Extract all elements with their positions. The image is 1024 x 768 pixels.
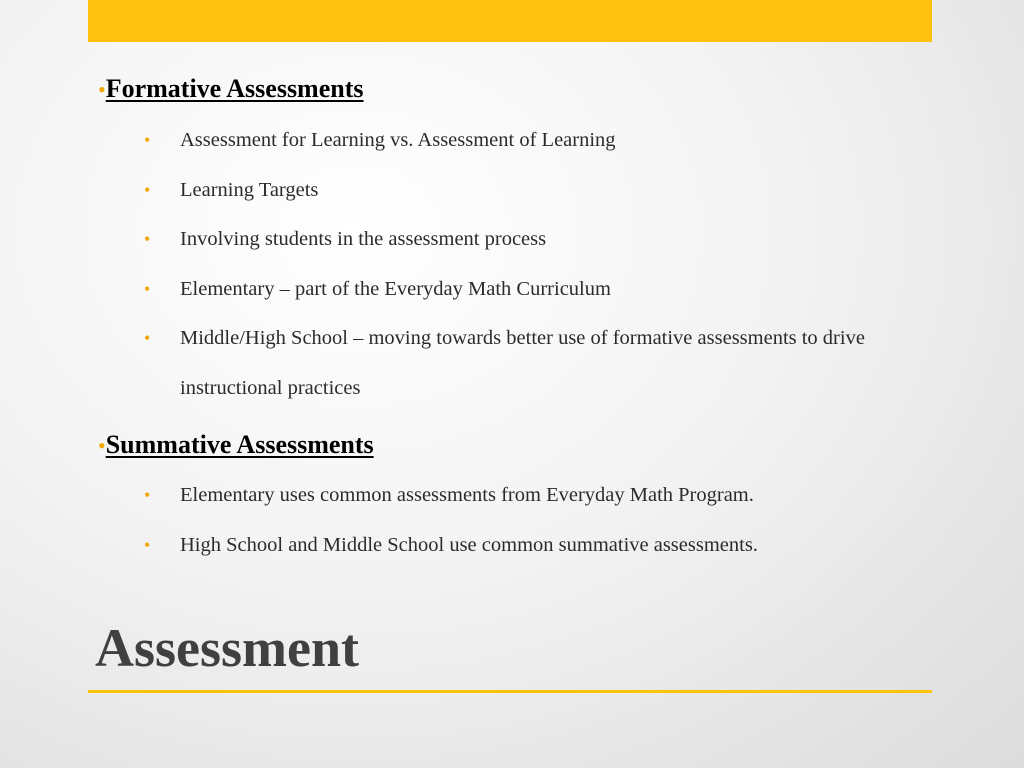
bullet-icon: • (144, 229, 151, 249)
formative-list (98, 116, 918, 413)
slide-title: Assessment (95, 618, 359, 678)
list-item: • Involving students in the assessment process (98, 215, 918, 265)
summative-list (98, 471, 918, 570)
list-item: • Learning Targets (98, 166, 918, 216)
bullet-icon: • (144, 328, 151, 348)
bullet-icon: • (98, 77, 106, 102)
bullet-icon: • (144, 130, 151, 150)
title-underline-rule (88, 690, 932, 693)
bullet-icon: • (144, 278, 151, 299)
bullet-icon: • (144, 534, 151, 555)
list-item: • Elementary uses common assessments from Everyday Math Program. (98, 471, 918, 521)
top-accent-bar (88, 0, 932, 42)
list-item: • High School and Middle School use common summative assessments. (98, 521, 918, 571)
list-item: • Assessment for Learning vs. Assessment of Learning (98, 116, 918, 166)
bullet-icon: • (144, 179, 151, 200)
bullet-icon: • (98, 433, 106, 458)
section-heading-summative: •Summative Assessments (98, 430, 374, 459)
bullet-icon: • (144, 485, 151, 505)
section-heading-formative: •Formative Assessments (98, 74, 364, 103)
list-item: • Elementary – part of the Everyday Math Curriculum (98, 265, 918, 315)
slide-body (98, 70, 918, 570)
list-item: • Middle/High School – moving towards better use of formative assessments to drive instructional practices (98, 314, 920, 413)
